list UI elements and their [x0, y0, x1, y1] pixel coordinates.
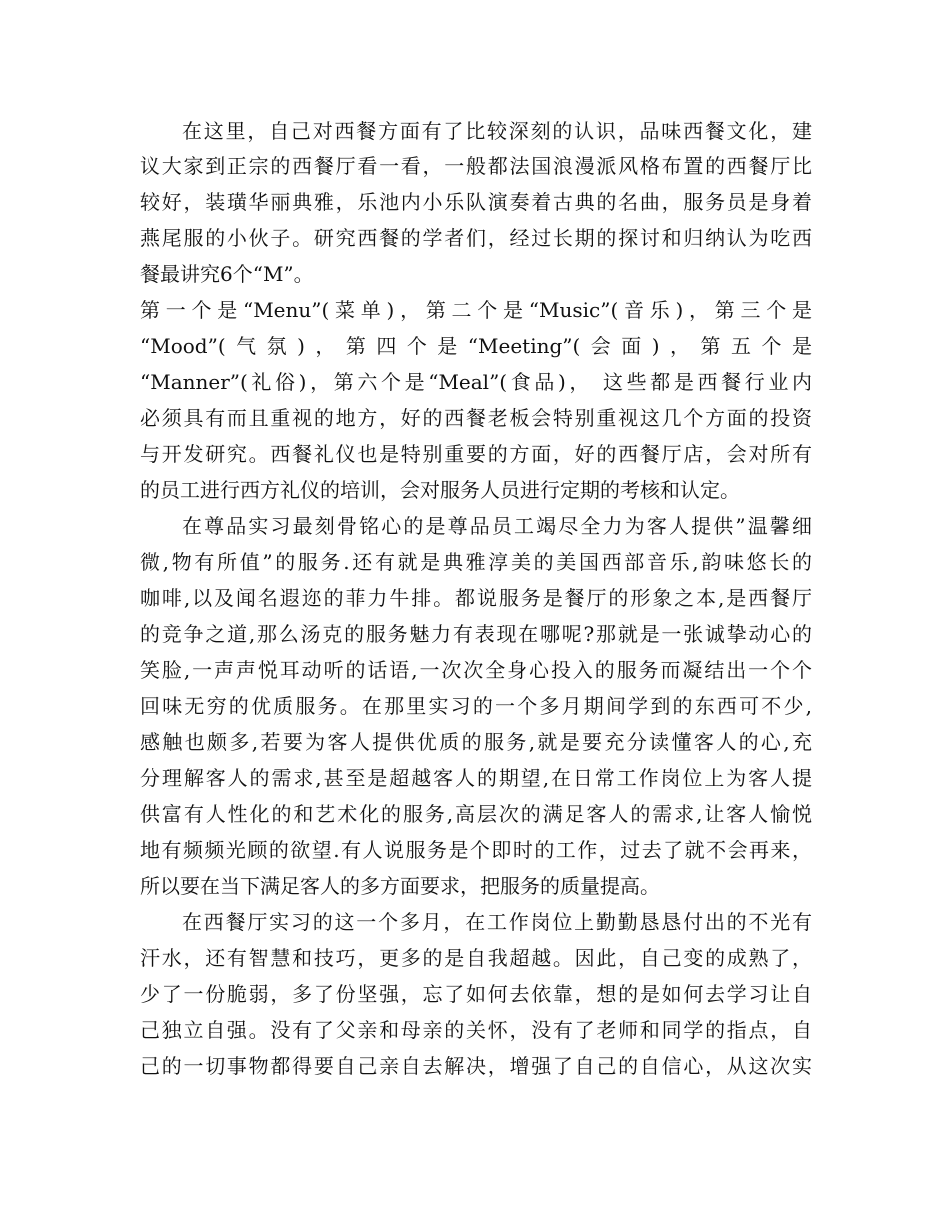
paragraph-line: 感触也颇多,若要为客人提供优质的服务,就是要充分读懂客人的心,充 — [140, 730, 812, 754]
paragraph-line: 咖啡,以及闻名遐迩的菲力牛排。都说服务是餐厅的形象之本,是西餐厅 — [140, 586, 812, 610]
paragraph-line: 必须具有而且重视的地方，好的西餐老板会特别重视这几个方面的投资 — [140, 406, 812, 430]
paragraph-line: 笑脸,一声声悦耳动听的话语,一次次全身心投入的服务而凝结出一个个 — [140, 658, 812, 682]
paragraph-line: 议大家到正宗的西餐厅看一看，一般都法国浪漫派风格布置的西餐厅比 — [140, 154, 812, 178]
paragraph-line: 地有频频光顾的欲望.有人说服务是个即时的工作，过去了就不会再来， — [140, 838, 812, 862]
paragraph-line: 燕尾服的小伙子。研究西餐的学者们，经过长期的探讨和归纳认为吃西 — [140, 226, 812, 250]
paragraph-line: 餐最讲究6个“M”。 — [140, 262, 314, 286]
paragraph-line: 供富有人性化的和艺术化的服务,高层次的满足客人的需求,让客人愉悦 — [140, 802, 812, 826]
paragraph-line: 己的一切事物都得要自己亲自去解决，增强了自己的自信心，从这次实 — [140, 1054, 812, 1078]
paragraph-line: 在这里，自己对西餐方面有了比较深刻的认识，品味西餐文化，建 — [182, 119, 812, 143]
paragraph-line: 第一个是“Menu”(菜单)，第二个是“Music”(音乐)，第三个是 — [140, 298, 812, 322]
paragraph-line: 的员工进行西方礼仪的培训，会对服务人员进行定期的考核和认定。 — [140, 478, 740, 502]
paragraph-line: 较好，装璜华丽典雅，乐池内小乐队演奏着古典的名曲，服务员是身着 — [140, 190, 812, 214]
paragraph-line: 少了一份脆弱，多了份坚强，忘了如何去依靠，想的是如何去学习让自 — [140, 982, 812, 1006]
paragraph-line: 在尊品实习最刻骨铭心的是尊品员工竭尽全力为客人提供”温馨细 — [182, 514, 812, 538]
paragraph-line: 回味无穷的优质服务。在那里实习的一个多月期间学到的东西可不少, — [140, 694, 812, 718]
paragraph-line: 汗水，还有智慧和技巧，更多的是自我超越。因此，自己变的成熟了， — [140, 946, 812, 970]
paragraph-line: “Manner”(礼俗)，第六个是“Meal”(食品)， 这些都是西餐行业内 — [140, 370, 812, 394]
paragraph-line: 在西餐厅实习的这一个多月，在工作岗位上勤勤恳恳付出的不光有 — [182, 910, 812, 934]
paragraph-line: “Mood”(气氛)，第四个是“Meeting”(会面)，第五个是 — [140, 334, 812, 358]
paragraph-line: 分理解客人的需求,甚至是超越客人的期望,在日常工作岗位上为客人提 — [140, 766, 812, 790]
paragraph-line: 微,物有所值”的服务.还有就是典雅淳美的美国西部音乐,韵味悠长的 — [140, 550, 812, 574]
paragraph-line: 的竞争之道,那么汤克的服务魅力有表现在哪呢?那就是一张诚挚动心的 — [140, 622, 812, 646]
paragraph-line: 己独立自强。没有了父亲和母亲的关怀，没有了老师和同学的指点，自 — [140, 1018, 812, 1042]
paragraph-line: 与开发研究。西餐礼仪也是特别重要的方面，好的西餐厅店，会对所有 — [140, 442, 812, 466]
paragraph-line: 所以要在当下满足客人的多方面要求，把服务的质量提高。 — [140, 874, 660, 898]
